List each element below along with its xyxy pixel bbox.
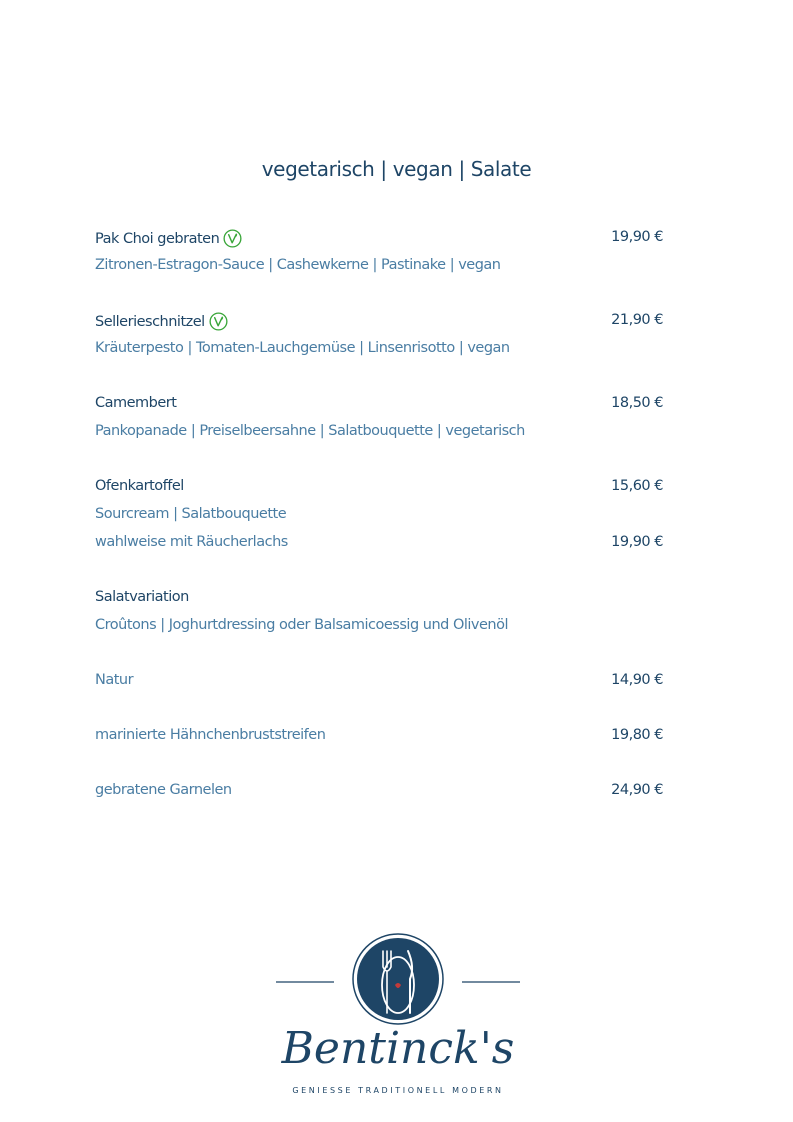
menu-variant-label: marinierte Hähnchenbruststreifen <box>95 727 326 743</box>
menu-variant-price: 19,80 € <box>611 727 663 743</box>
menu-item-price: 19,90 € <box>611 229 663 245</box>
restaurant-logo <box>252 905 544 1100</box>
menu-item-name: Salatvariation <box>95 589 189 605</box>
cutlery-plate-icon <box>353 934 443 1024</box>
menu-item-option <box>95 534 663 556</box>
menu-option-label: wahlweise mit Räucherlachs <box>95 534 288 550</box>
vegan-leaf-icon <box>209 312 228 331</box>
menu-item-camembert <box>95 395 663 417</box>
menu-variant <box>95 672 663 694</box>
logo-name: Bentinck's <box>281 1023 515 1074</box>
menu-item-sellerieschnitzel <box>95 312 663 334</box>
page-title: vegetarisch | vegan | Salate <box>261 157 532 181</box>
menu-variant-label: Natur <box>95 672 134 688</box>
menu-item-salatvariation <box>95 589 663 611</box>
menu-variant <box>95 727 663 749</box>
menu-variant-label: gebratene Garnelen <box>95 782 232 798</box>
menu-item-description: Pankopanade | Preiselbeersahne | Salatbouquette | vegetarisch <box>95 423 525 439</box>
menu-variant-price: 24,90 € <box>611 782 663 798</box>
logo-tagline: GENIESSE TRADITIONELL MODERN <box>292 1086 504 1095</box>
menu-item-description: Kräuterpesto | Tomaten-Lauchgemüse | Linsenrisotto | vegan <box>95 340 510 356</box>
menu-item-description: Sourcream | Salatbouquette <box>95 506 287 522</box>
menu-item-price: 18,50 € <box>611 395 663 411</box>
menu-item-name: Sellerieschnitzel <box>95 312 228 331</box>
menu-option-price: 19,90 € <box>611 534 663 550</box>
menu-item-name: Camembert <box>95 395 177 411</box>
menu-item-price: 21,90 € <box>611 312 663 328</box>
menu-variant-price: 14,90 € <box>611 672 663 688</box>
menu-variant <box>95 782 663 804</box>
menu-item-ofenkartoffel <box>95 478 663 500</box>
menu-item-description: Croûtons | Joghurtdressing oder Balsamicoessig und Olivenöl <box>95 617 509 633</box>
vegan-leaf-icon <box>223 229 242 248</box>
menu-item-pak-choi <box>95 229 663 251</box>
menu-item-name: Pak Choi gebraten <box>95 229 242 248</box>
menu-item-price: 15,60 € <box>611 478 663 494</box>
menu-item-description: Zitronen-Estragon-Sauce | Cashewkerne | Pastinake | vegan <box>95 257 501 273</box>
menu-item-name: Ofenkartoffel <box>95 478 184 494</box>
